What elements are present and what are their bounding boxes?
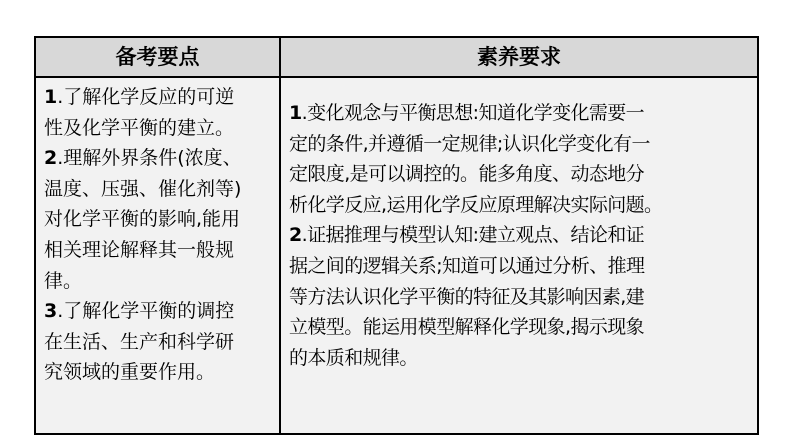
right-item-1-line-2: 定的条件,并遵循一定规律;认识化学变化有一 [289,132,650,155]
left-item-3-line-3: 究领域的重要作用。 [44,361,216,384]
right-item-2-line-3: 等方法认识化学平衡的特征及其影响因素,建 [289,285,645,308]
right-item-2-line-4: 立模型。能运用模型解释化学现象,揭示现象 [289,316,645,339]
right-item-2-line-2: 据之间的逻辑关系;知道可以通过分析、推理 [289,254,645,277]
left-item-1-line-2: 性及化学平衡的建立。 [44,116,235,139]
table-header-row [36,38,757,78]
left-item-2-line-1: 2.理解外界条件(浓度、 [44,147,242,170]
right-item-2-line-1: 2.证据推理与模型认知:建立观点、结论和证 [289,224,645,247]
requirements-table [34,36,759,435]
left-item-2-line-2: 温度、压强、催化剂等) [44,177,242,200]
left-item-1-line-1: 1.了解化学反应的可逆 [44,86,235,108]
column-divider [279,38,281,433]
exam-points-column [44,82,274,388]
left-item-3-line-2: 在生活、生产和科学研 [44,330,235,353]
right-item-1-line-1: 1.变化观念与平衡思想:知道化学变化需要一 [289,102,645,124]
right-item-1-line-4: 析化学反应,运用化学反应原理解决实际问题。 [289,193,663,216]
header-competency-requirements: 素养要求 [477,45,561,69]
left-item-2-line-5: 律。 [44,269,83,292]
right-item-1-line-3: 定限度,是可以调控的。能多角度、动态地分 [289,163,645,186]
left-item-3-line-1: 3.了解化学平衡的调控 [44,300,235,323]
competency-column [289,98,755,373]
header-exam-points: 备考要点 [115,45,200,69]
left-item-2-line-4: 相关理论解释其一般规 [44,238,235,261]
left-item-2-line-3: 对化学平衡的影响,能用 [44,208,241,231]
right-item-2-line-5: 的本质和规律。 [289,346,418,369]
